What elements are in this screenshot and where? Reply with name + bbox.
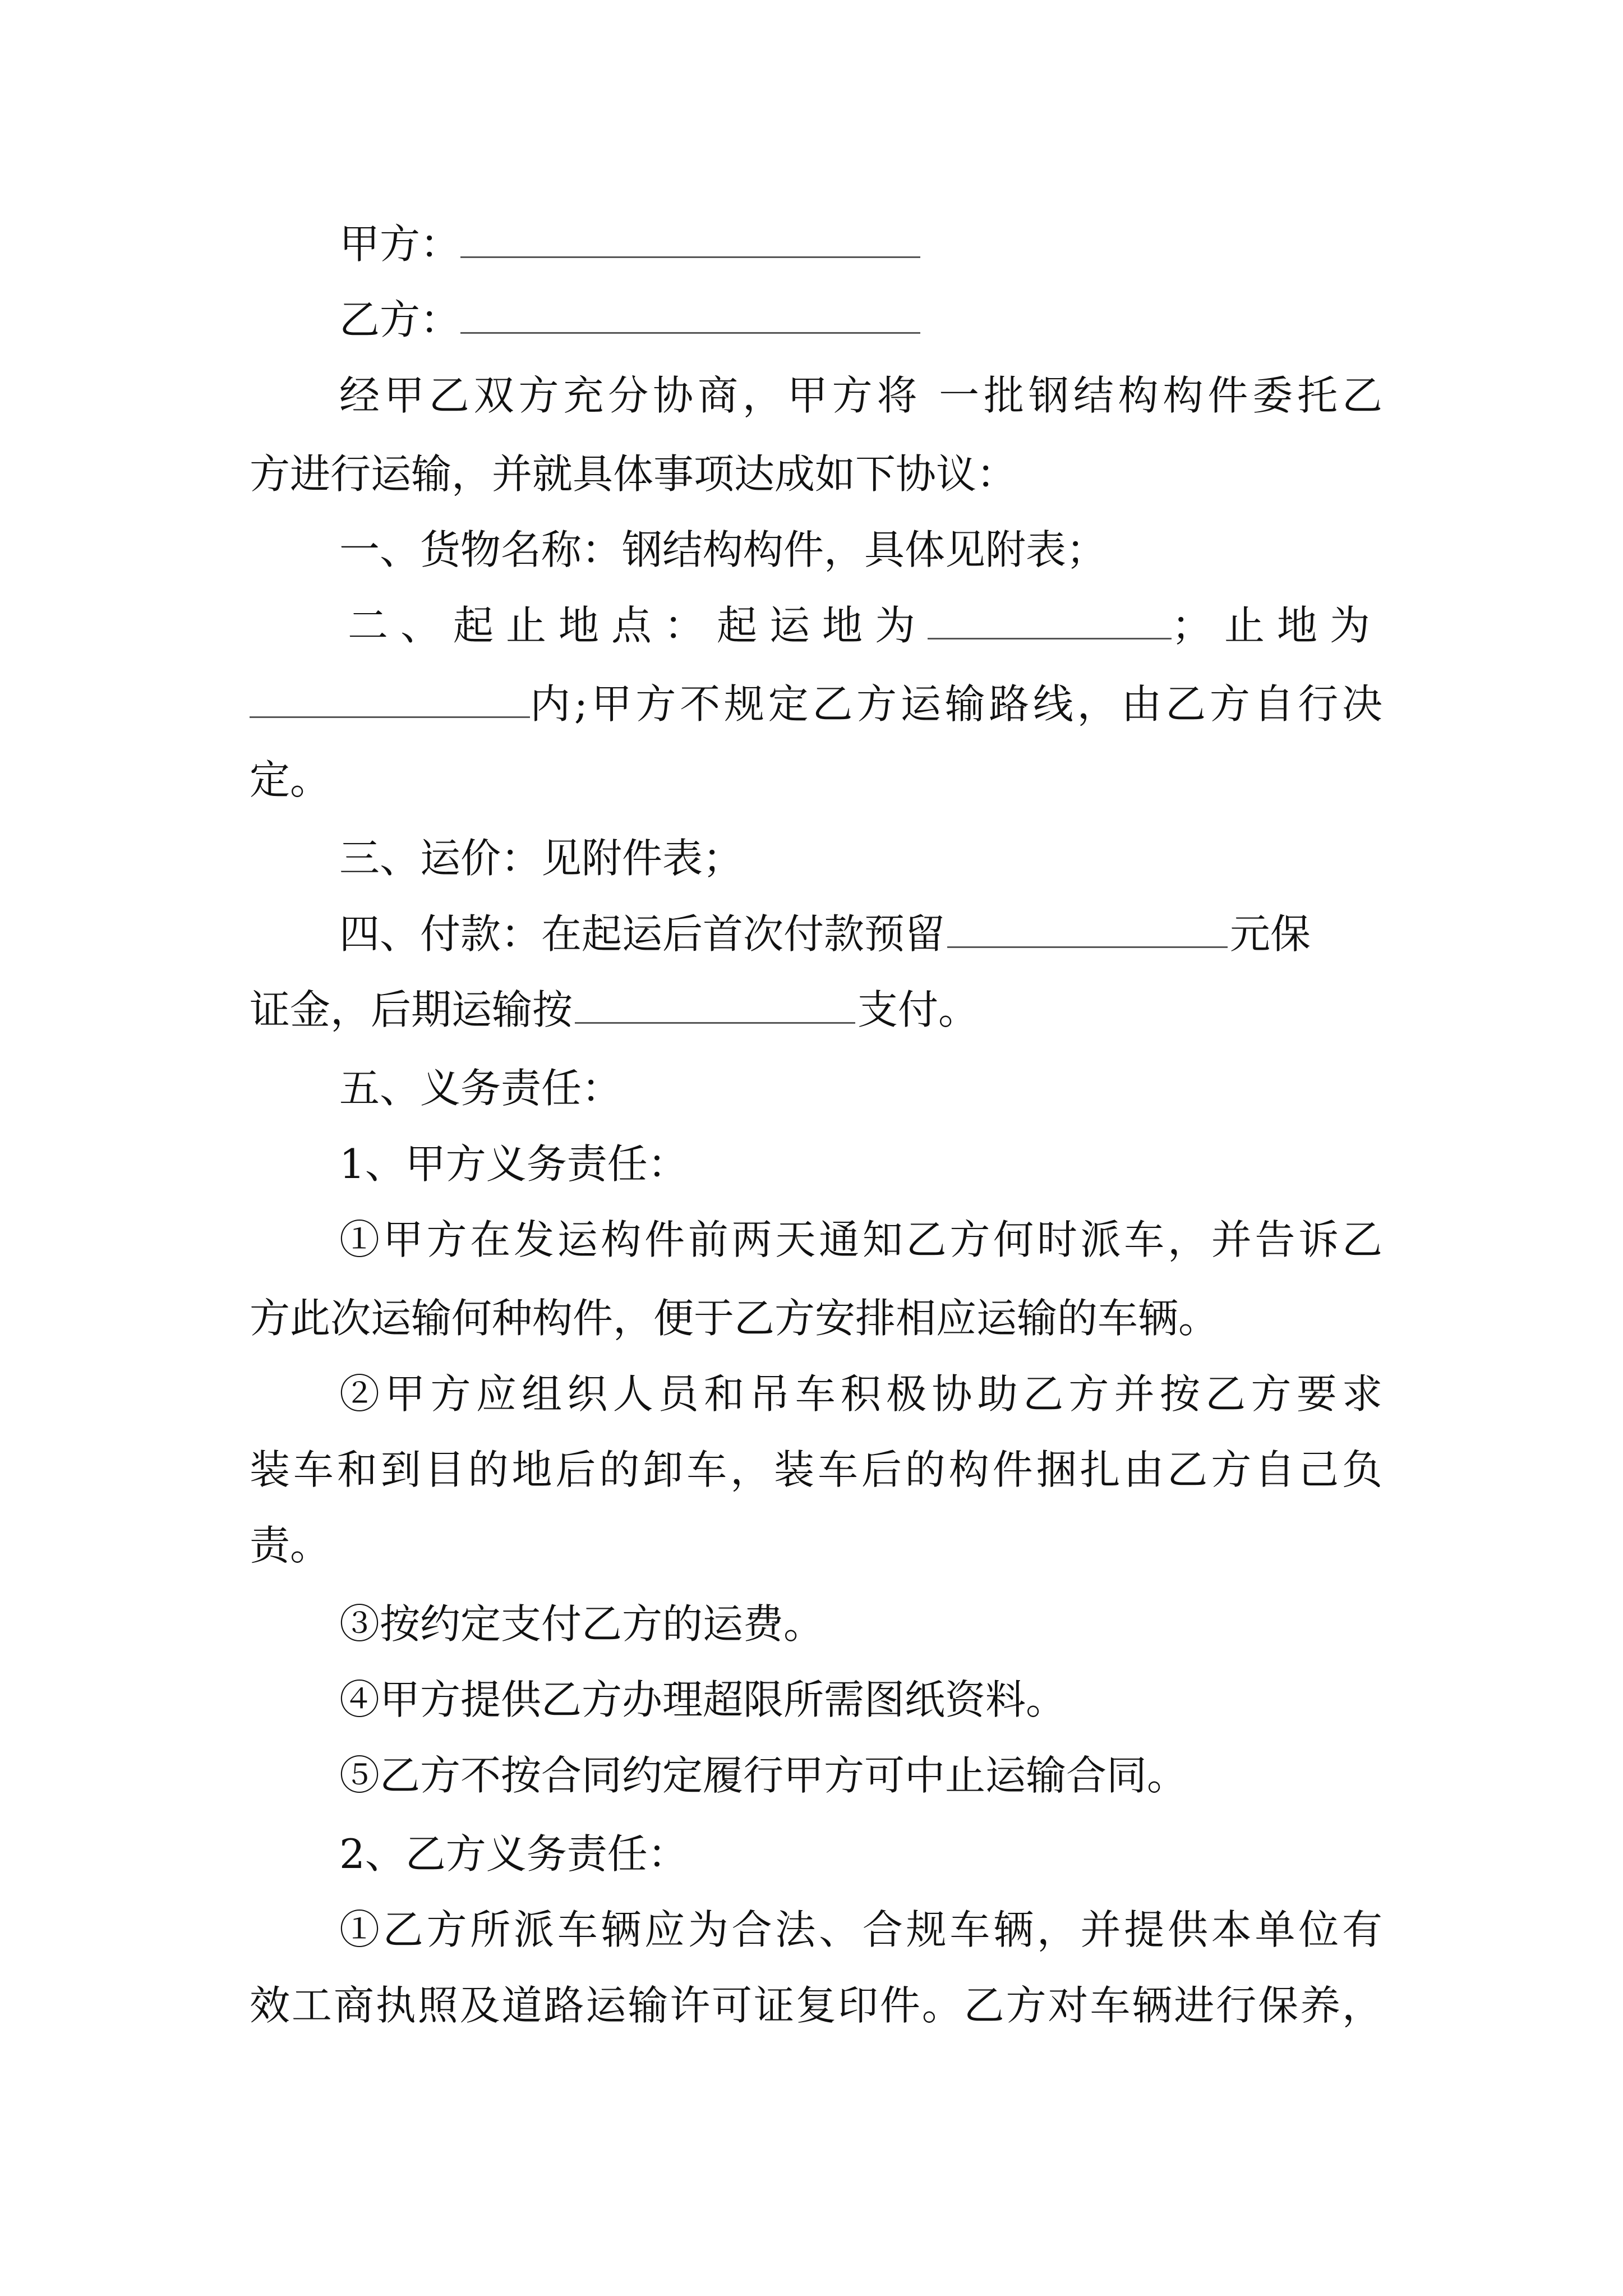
intro-line-1: 经甲乙双方充分协商，甲方将 一批钢结构构件委托乙 <box>339 372 1382 419</box>
clause-4-deposit-unit: 元保 <box>1230 910 1311 958</box>
clause-3: 三、运价：见附件表； <box>339 835 744 882</box>
clause-4-line-2 <box>250 982 979 1038</box>
party-b-blank <box>460 293 920 334</box>
clause-1: 一、货物名称：钢结构构件，具体见附表； <box>339 526 1107 573</box>
clause-2-destination-label: ；止地为 <box>1171 602 1382 649</box>
clause-4-line-1 <box>339 906 1382 962</box>
duties-b-heading: 2、乙方义务责任： <box>339 1830 688 1878</box>
party-b-label: 乙方： <box>339 296 461 343</box>
duties-a-item-5: ⑤乙方不按合同约定履行甲方可中止运输合同。 <box>339 1752 1188 1799</box>
clause-2-origin-label: 二、起止地点：起运地为 <box>348 602 928 649</box>
duties-a-item-3: ③按约定支付乙方的运费。 <box>339 1600 824 1648</box>
clause-4-payment-label: 证金，后期运输按 <box>250 986 573 1033</box>
duties-a-item-2-line-1: ②甲方应组织人员和吊车积极协助乙方并按乙方要求 <box>339 1370 1382 1418</box>
duties-a-item-1-line-1: ①甲方在发运构件前两天通知乙方何时派车，并告诉乙 <box>339 1216 1382 1263</box>
duties-a-item-2-line-3: 责。 <box>250 1522 331 1569</box>
duties-a-item-2-line-2: 装车和到目的地后的卸车，装车后的构件捆扎由乙方自己负 <box>250 1446 1382 1493</box>
duties-a-item-1-line-2: 方此次运输何种构件，便于乙方安排相应运输的车辆。 <box>250 1295 1219 1342</box>
clause-2-route-text: 内;甲方不规定乙方运输路线，由乙方自行决 <box>530 680 1382 728</box>
clause-5: 五、义务责任： <box>339 1065 623 1112</box>
clause-4-payment-end: 支付。 <box>857 986 979 1033</box>
payment-blank <box>575 983 855 1024</box>
duties-a-heading: 1、甲方义务责任： <box>339 1140 688 1188</box>
clause-2-line-1 <box>348 597 1382 654</box>
destination-blank <box>250 677 530 718</box>
party-b-line <box>339 292 920 348</box>
intro-line-2: 方进行运输，并就具体事项达成如下协议： <box>250 450 1017 498</box>
party-a-label: 甲方： <box>339 220 461 268</box>
party-a-line <box>339 216 920 272</box>
duties-a-item-4: ④甲方提供乙方办理超限所需图纸资料。 <box>339 1676 1067 1723</box>
clause-2-line-3: 定。 <box>250 756 331 803</box>
party-a-blank <box>460 217 920 258</box>
deposit-blank <box>947 907 1228 948</box>
clause-4-deposit-label: 四、付款：在起运后首次付款预留 <box>339 910 946 958</box>
origin-blank <box>928 599 1172 639</box>
clause-2-line-2 <box>250 676 1382 732</box>
duties-b-item-1-line-2: 效工商执照及道路运输许可证复印件。乙方对车辆进行保养， <box>250 1982 1382 2029</box>
duties-b-item-1-line-1: ①乙方所派车辆应为合法、合规车辆，并提供本单位有 <box>339 1906 1382 1953</box>
